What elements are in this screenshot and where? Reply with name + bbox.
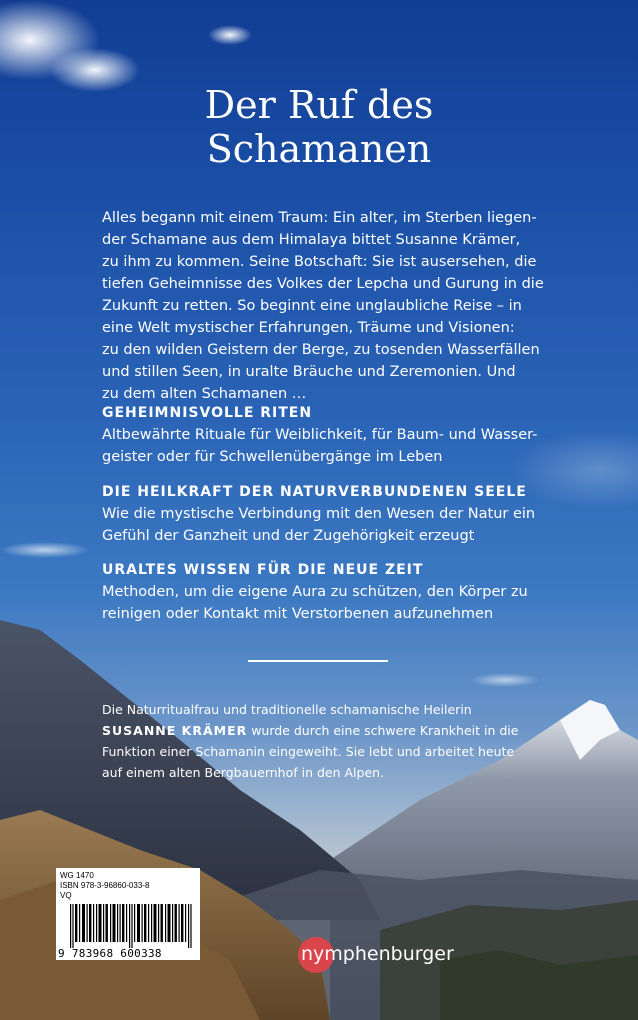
publisher-name <box>301 943 454 965</box>
section-line: Methoden, um die eigene Aura zu schützen, den Körper zu <box>102 584 528 600</box>
book-title-line-2: Schamanen <box>206 127 432 171</box>
intro-line: der Schamane aus dem Himalaya bittet Susanne Krämer, <box>102 232 521 248</box>
intro-line: zu ihm zu kommen. Seine Botschaft: Sie ist ausersehen, die <box>102 254 537 270</box>
section-heading: URALTES WISSEN FÜR DIE NEUE ZEIT <box>102 562 424 578</box>
intro-line: zu dem alten Schamanen … <box>102 386 307 402</box>
isbn-barcode-label <box>56 868 200 960</box>
intro-line: Zukunft zu retten. So beginnt eine unglaubliche Reise – in <box>102 298 522 314</box>
intro-line: Alles begann mit einem Traum: Ein alter, im Sterben liegen- <box>102 210 537 226</box>
section-line: Altbewährte Rituale für Weiblichkeit, für Baum- und Wasser- <box>102 427 538 443</box>
publisher-name-part2: mphenburger <box>324 943 454 965</box>
author-name: SUSANNE KRÄMER <box>102 723 248 738</box>
section-line: Gefühl der Ganzheit und der Zugehörigkeit erzeugt <box>102 528 475 544</box>
section-heading: GEHEIMNISVOLLE RITEN <box>102 405 313 421</box>
bio-line <box>102 720 542 741</box>
bio-line-rest: wurde durch eine schwere Krankheit in die <box>247 723 519 738</box>
section-text <box>102 503 542 547</box>
book-title-line-1: Der Ruf des <box>204 83 434 127</box>
intro-line: eine Welt mystischer Erfahrungen, Träume und Visionen: <box>102 320 515 336</box>
intro-line: und stillen Seen, in uralte Bräuche und Zeremonien. Und <box>102 364 516 380</box>
section-line: geister oder für Schwellenübergänge im Leben <box>102 449 443 465</box>
section-line: Wie die mystische Verbindung mit den Wesen der Natur ein <box>102 506 536 522</box>
section-text <box>102 424 542 468</box>
section-text <box>102 581 542 625</box>
barcode-icon <box>70 904 194 948</box>
bio-line: Die Naturritualfrau und traditionelle schamanische Heilerin <box>102 702 472 717</box>
publisher-name-part1: ny <box>301 943 325 965</box>
bio-line: Funktion einer Schamanin eingeweiht. Sie lebt und arbeitet heute <box>102 744 515 759</box>
warengruppe: WG 1470 <box>60 871 94 880</box>
intro-line: zu den wilden Geistern der Berge, zu tosenden Wasserfällen <box>102 342 540 358</box>
bio-line: auf einem alten Bergbauernhof in den Alpen. <box>102 765 385 780</box>
section-heading: DIE HEILKRAFT DER NATURVERBUNDENEN SEELE <box>102 484 527 500</box>
section-line: reinigen oder Kontakt mit Verstorbenen aufzunehmen <box>102 606 494 622</box>
intro-paragraph <box>102 207 542 405</box>
barcode-digits: 9 783968 600338 <box>58 947 162 960</box>
isbn-text: ISBN 978-3-96860-033-8 <box>60 881 150 890</box>
author-bio <box>102 699 542 783</box>
code-text: VQ <box>60 891 72 900</box>
intro-line: tiefen Geheimnisse des Volkes der Lepcha und Gurung in die <box>102 276 544 292</box>
divider-line <box>248 660 388 662</box>
